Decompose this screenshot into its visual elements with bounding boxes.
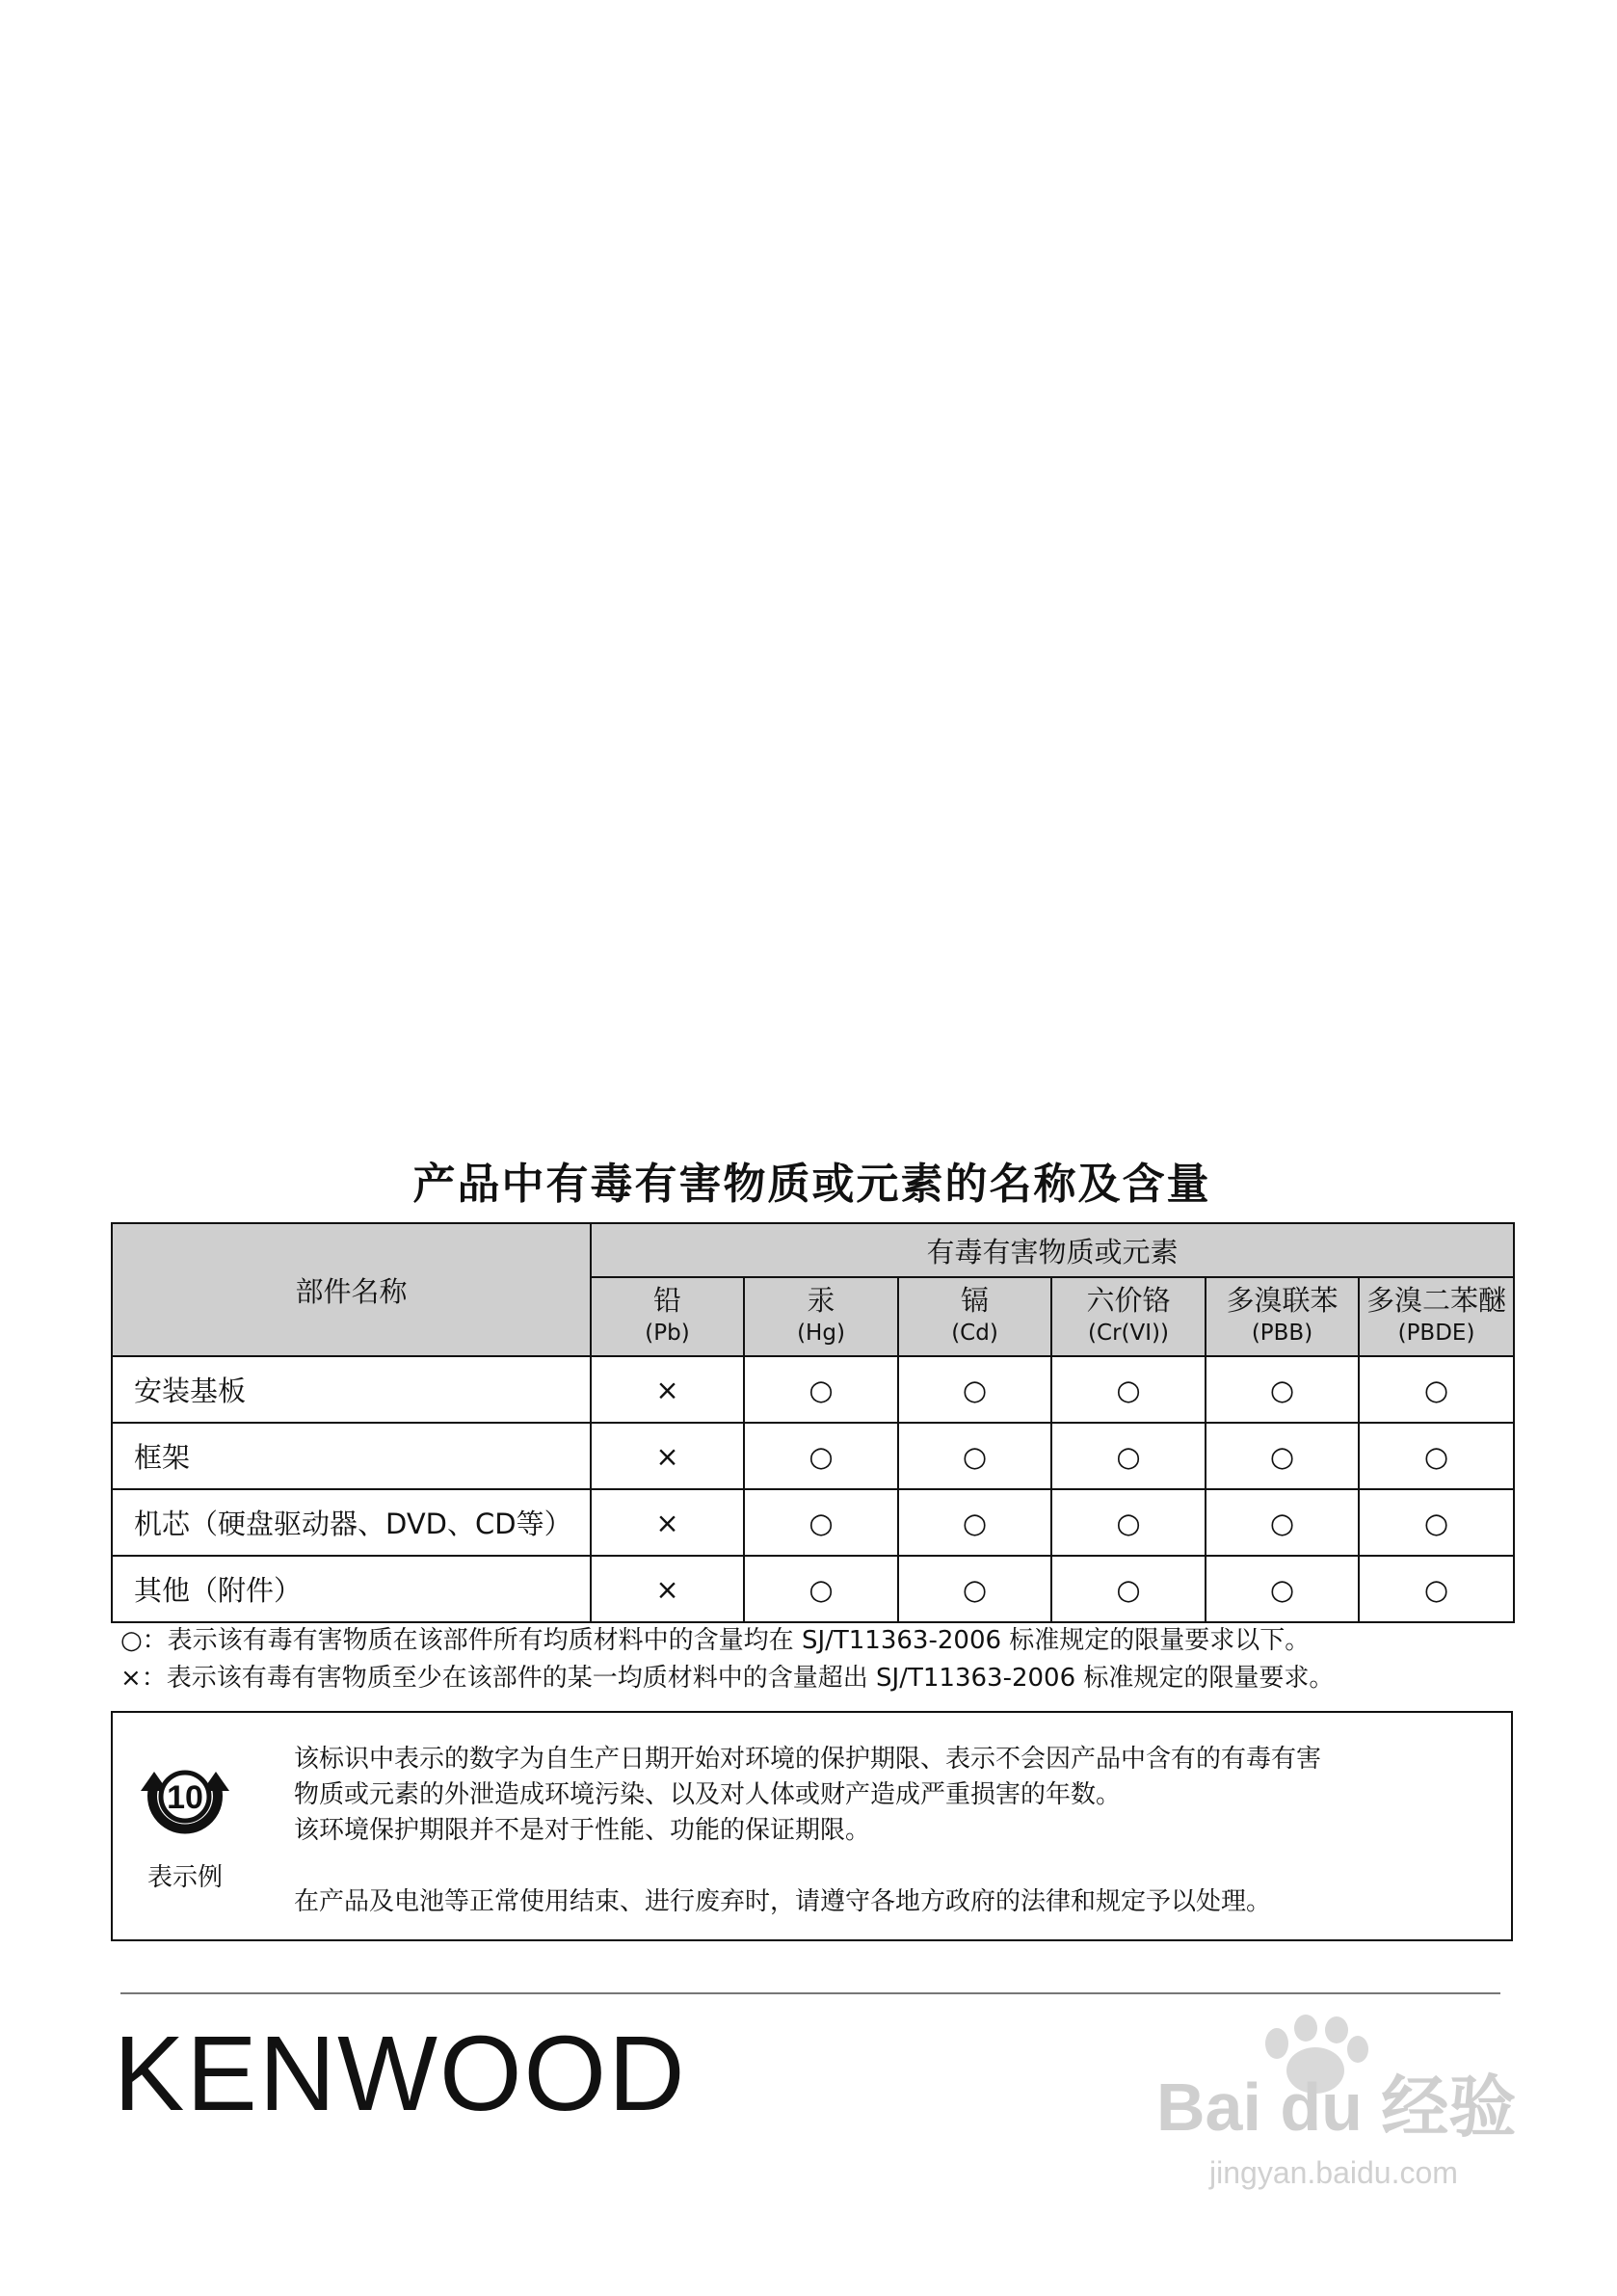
hazardous-substance-table (111, 1222, 1515, 1623)
mark-cell: × (591, 1556, 744, 1622)
legend-circle: ○：表示该有毒有害物质在该部件所有均质材料中的含量均在 SJ/T11363-2006 标准规定的限量要求以下。 (120, 1626, 1311, 1655)
part-name-cell: 机芯（硬盘驱动器、DVD、CD等） (112, 1489, 591, 1556)
mark-cell: ○ (744, 1356, 898, 1423)
watermark-logo-text: Bai du 经验 (1156, 2069, 1517, 2145)
substance-header-chromium: 六价铬 (Cr(VI)) (1051, 1277, 1206, 1356)
mark-cell: ○ (1206, 1556, 1359, 1622)
substance-group-header: 有毒有害物质或元素 (591, 1223, 1514, 1277)
notice-line: 物质或元素的外泄造成环境污染、以及对人体或财产造成严重损害的年数。 (294, 1780, 1122, 1809)
mark-cell: ○ (1359, 1556, 1514, 1622)
mark-cell: ○ (1359, 1356, 1514, 1423)
substance-header-cadmium: 镉 (Cd) (898, 1277, 1051, 1356)
table-row (112, 1356, 1514, 1423)
notice-text (294, 1742, 1489, 1920)
notice-line: 该环境保护期限并不是对于性能、功能的保证期限。 (294, 1816, 871, 1845)
mark-cell: ○ (1359, 1423, 1514, 1489)
document-title: 产品中有毒有害物质或元素的名称及含量 (412, 1160, 1211, 1209)
mark-cell: ○ (1206, 1423, 1359, 1489)
mark-cell: ○ (898, 1556, 1051, 1622)
substance-header-mercury: 汞 (Hg) (744, 1277, 898, 1356)
part-name-cell: 安装基板 (112, 1356, 591, 1423)
disposal-notice: 在产品及电池等正常使用结束、进行废弃时，请遵守各地方政府的法律和规定予以处理。 (294, 1887, 1272, 1916)
mark-cell: × (591, 1356, 744, 1423)
baidu-watermark (1152, 2015, 1537, 2207)
part-name-header: 部件名称 (112, 1223, 591, 1356)
table-row (112, 1489, 1514, 1556)
watermark-url: jingyan.baidu.com (1209, 2155, 1458, 2190)
mark-cell: ○ (1206, 1489, 1359, 1556)
mark-cell: ○ (1051, 1356, 1206, 1423)
mark-cell: ○ (1051, 1423, 1206, 1489)
table-row (112, 1556, 1514, 1622)
mark-cell: ○ (1051, 1556, 1206, 1622)
legend-cross: ×：表示该有毒有害物质至少在该部件的某一均质材料中的含量超出 SJ/T11363-2006 标准规定的限量要求。 (120, 1664, 1335, 1693)
part-name-cell: 框架 (112, 1423, 591, 1489)
mark-cell: × (591, 1423, 744, 1489)
mark-cell: ○ (744, 1556, 898, 1622)
table-row (112, 1423, 1514, 1489)
icon-caption: 表示例 (146, 1863, 223, 1892)
environmental-protection-period-icon (137, 1749, 233, 1845)
mark-cell: ○ (898, 1423, 1051, 1489)
mark-cell: ○ (1359, 1489, 1514, 1556)
footer-divider (120, 1992, 1500, 1994)
notice-line: 该标识中表示的数字为自生产日期开始对环境的保护期限、表示不会因产品中含有的有毒有害 (294, 1745, 1322, 1774)
mark-cell: × (591, 1489, 744, 1556)
kenwood-logo: KENWOOD (114, 2015, 687, 2133)
icon-number: 10 (167, 1779, 203, 1816)
substance-header-pbb: 多溴联苯 (PBB) (1206, 1277, 1359, 1356)
mark-cell: ○ (898, 1489, 1051, 1556)
part-name-cell: 其他（附件） (112, 1556, 591, 1622)
mark-cell: ○ (1051, 1489, 1206, 1556)
substance-header-pbde: 多溴二苯醚 (PBDE) (1359, 1277, 1514, 1356)
mark-cell: ○ (744, 1489, 898, 1556)
mark-cell: ○ (1206, 1356, 1359, 1423)
substance-header-lead: 铅 (Pb) (591, 1277, 744, 1356)
mark-cell: ○ (898, 1356, 1051, 1423)
mark-cell: ○ (744, 1423, 898, 1489)
environmental-protection-notice (111, 1711, 1513, 1941)
